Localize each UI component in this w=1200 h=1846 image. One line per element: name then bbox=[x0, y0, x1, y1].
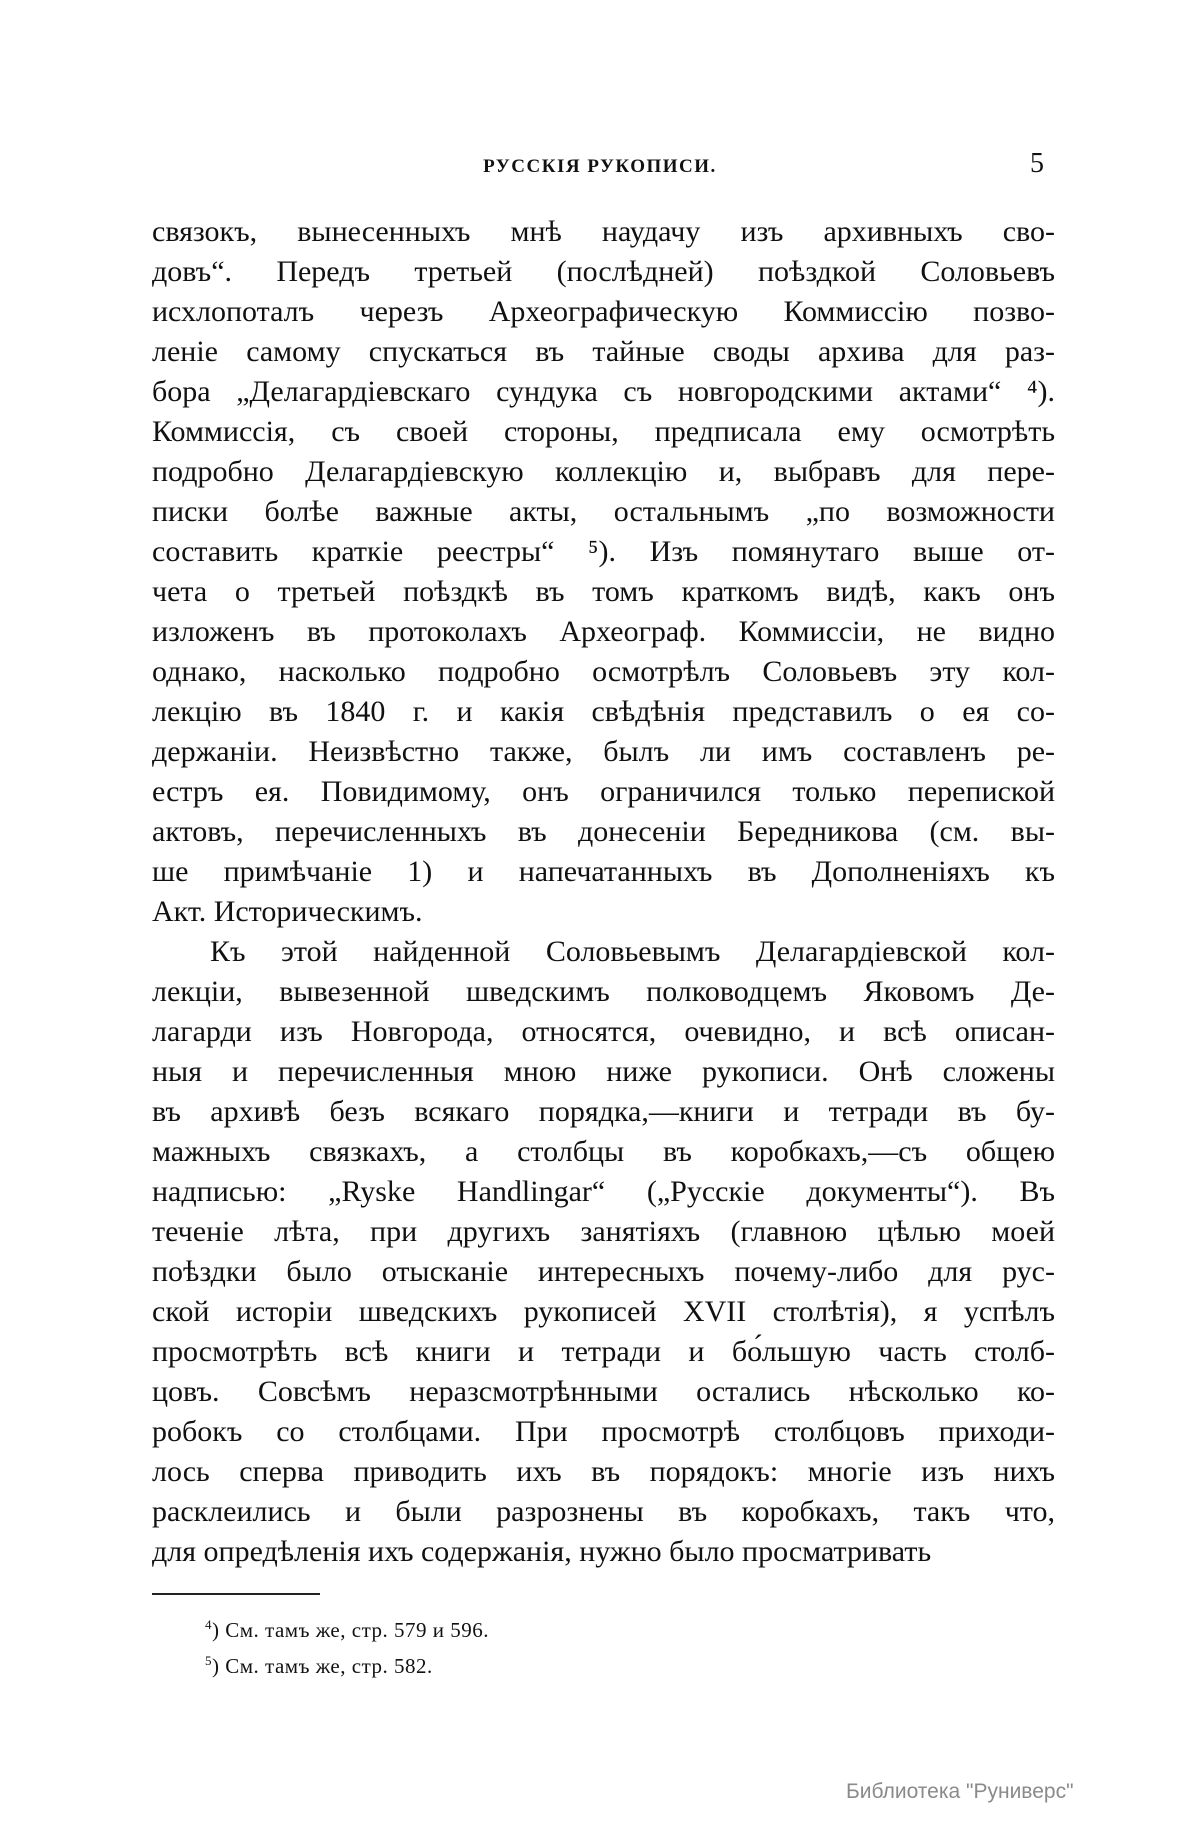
footnote-4 bbox=[205, 1617, 489, 1643]
text-line: изложенъ въ протоколахъ Археограф. Коммиссіи, не видно bbox=[152, 615, 1055, 648]
text-line: надписью: „Ryske Handlingar“ („Русскіе документы“). Въ bbox=[152, 1175, 1055, 1208]
text-line: держаніи. Неизвѣстно также, былъ ли имъ составленъ ре- bbox=[152, 735, 1055, 768]
text-line: мажныхъ связкахъ, а столбцы въ коробкахъ,—съ общею bbox=[152, 1135, 1055, 1168]
text-line: лагарди изъ Новгорода, относятся, очевидно, и всѣ описан- bbox=[152, 1015, 1055, 1048]
text-line: Коммиссія, съ своей стороны, предписала ему осмотрѣть bbox=[152, 415, 1055, 448]
text-line: подробно Делагардіевскую коллекцію и, выбравъ для пере- bbox=[152, 455, 1055, 488]
footnote-mark: 4 bbox=[205, 1617, 212, 1632]
text-line: ше примѣчаніе 1) и напечатанныхъ въ Дополненіяхъ къ bbox=[152, 855, 1055, 888]
library-watermark: Библиотека "Руниверс" bbox=[846, 1780, 1074, 1803]
running-header: РУССКІЯ РУКОПИСИ. bbox=[483, 156, 717, 177]
text-line: ской исторіи шведскихъ рукописей XVII столѣтія), я успѣлъ bbox=[152, 1295, 1055, 1328]
footnote-divider bbox=[152, 1593, 320, 1595]
footnote-text: ) См. тамъ же, стр. 582. bbox=[212, 1654, 433, 1678]
text-line: ныя и перечисленныя мною ниже рукописи. Онѣ сложены bbox=[152, 1055, 1055, 1088]
footnote-5 bbox=[205, 1653, 433, 1679]
footnote-text: ) См. тамъ же, стр. 579 и 596. bbox=[212, 1618, 489, 1642]
text-line: лекцію въ 1840 г. и какія свѣдѣнія представилъ о ея со- bbox=[152, 695, 1055, 728]
text-line: бора „Делагардіевскаго сундука съ новгородскими актами“ ⁴). bbox=[152, 375, 1055, 408]
text-line: цовъ. Совсѣмъ неразсмотрѣнными остались нѣсколько ко- bbox=[152, 1375, 1055, 1408]
text-line: для опредѣленія ихъ содержанія, нужно было просматривать bbox=[152, 1535, 932, 1568]
text-line: просмотрѣть всѣ книги и тетради и бо́льшую часть столб- bbox=[152, 1335, 1055, 1368]
text-line: Къ этой найденной Соловьевымъ Делагардіевской кол- bbox=[210, 935, 1055, 968]
text-line: Акт. Историческимъ. bbox=[152, 895, 423, 928]
page-number: 5 bbox=[1030, 148, 1044, 179]
text-line: робокъ со столбцами. При просмотрѣ столбцовъ приходи- bbox=[152, 1415, 1055, 1448]
footnote-mark: 5 bbox=[205, 1653, 212, 1668]
text-line: составить краткіе реестры“ ⁵). Изъ помянутаго выше от- bbox=[152, 535, 1055, 568]
text-line: довъ“. Передъ третьей (послѣдней) поѣздкой Соловьевъ bbox=[152, 255, 1055, 288]
text-line: леніе самому спускаться въ тайные своды архива для раз- bbox=[152, 335, 1055, 368]
text-line: лекціи, вывезенной шведскимъ полководцемъ Яковомъ Де- bbox=[152, 975, 1055, 1008]
text-line: актовъ, перечисленныхъ въ донесеніи Бередникова (см. вы- bbox=[152, 815, 1055, 848]
text-line: однако, насколько подробно осмотрѣлъ Соловьевъ эту кол- bbox=[152, 655, 1055, 688]
text-line: въ архивѣ безъ всякаго порядка,—книги и тетради въ бу- bbox=[152, 1095, 1055, 1128]
text-line: расклеились и были разрознены въ коробкахъ, такъ что, bbox=[152, 1495, 1055, 1528]
text-line: лось сперва приводить ихъ въ порядокъ: многіе изъ нихъ bbox=[152, 1455, 1055, 1488]
text-line: писки болѣе важные акты, остальнымъ „по возможности bbox=[152, 495, 1055, 528]
text-line: поѣздки было отысканіе интересныхъ почему-либо для рус- bbox=[152, 1255, 1055, 1288]
text-line: исхлопоталъ черезъ Археографическую Коммиссію позво- bbox=[152, 295, 1055, 328]
text-line: связокъ, вынесенныхъ мнѣ наудачу изъ архивныхъ сво- bbox=[152, 215, 1055, 248]
text-line: естръ ея. Повидимому, онъ ограничился только перепиской bbox=[152, 775, 1055, 808]
body-text bbox=[152, 212, 1055, 1572]
text-line: теченіе лѣта, при другихъ занятіяхъ (главною цѣлью моей bbox=[152, 1215, 1055, 1248]
text-line: чета о третьей поѣздкѣ въ томъ краткомъ видѣ, какъ онъ bbox=[152, 575, 1055, 608]
